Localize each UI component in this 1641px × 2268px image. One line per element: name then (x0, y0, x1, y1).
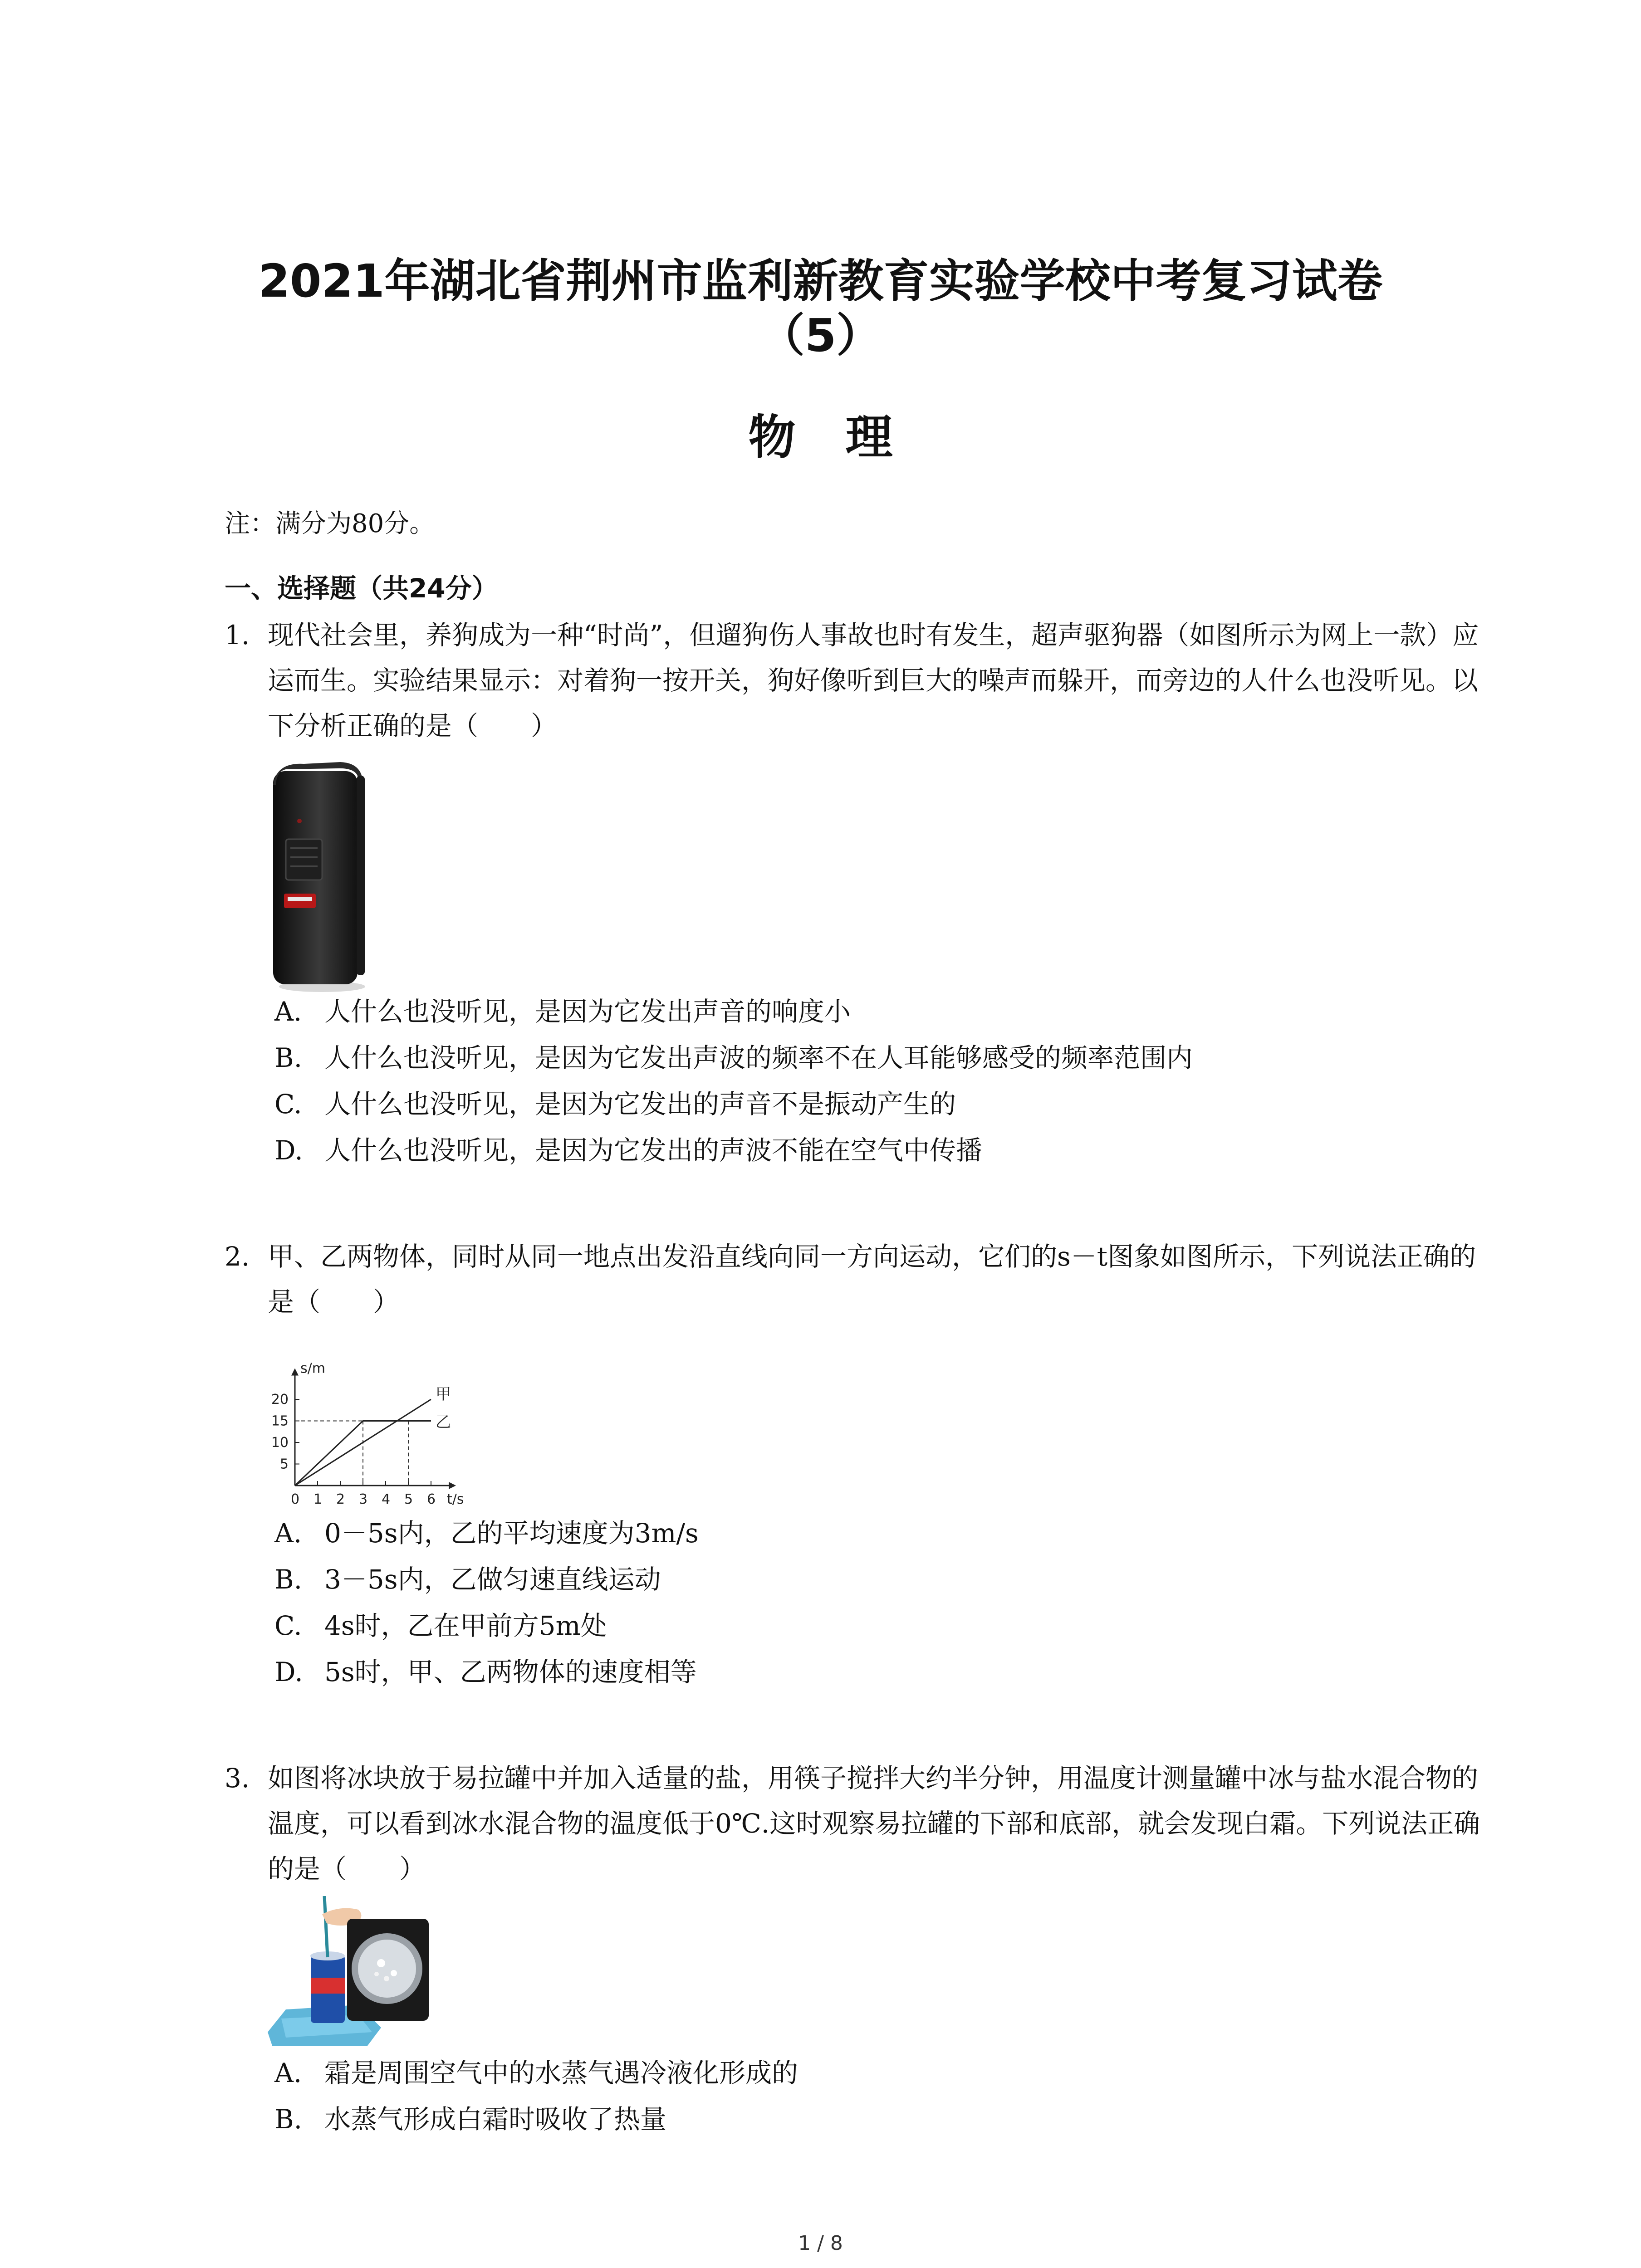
x-tick-label: 3 (359, 1491, 368, 1507)
option-D[interactable] (274, 1654, 697, 1690)
question-stem: 现代社会里，养狗成为一种“时尚”，但遛狗伤人事故也时有发生，超声驱狗器（如图所示为网上一款）应运而生。实验结果显示：对着狗一按开关，狗好像听到巨大的噪声而躲开，而旁边的人什么也没听见。以下分析正确的是（ ） (268, 620, 1479, 741)
y-tick-label: 15 (271, 1413, 289, 1429)
option-label: D. (274, 1657, 303, 1687)
option-text: 水蒸气形成白霜时吸收了热量 (324, 2104, 667, 2135)
option-text: 5s时，甲、乙两物体的速度相等 (324, 1657, 697, 1687)
option-label: A. (274, 1518, 302, 1549)
option-text: 人什么也没听见，是因为它发出的声波不能在空气中传播 (324, 1135, 983, 1166)
option-label: B. (274, 1042, 303, 1073)
option-label: B. (274, 1564, 303, 1595)
option-text: 人什么也没听见，是因为它发出的声音不是振动产生的 (324, 1089, 956, 1119)
option-A[interactable] (274, 993, 851, 1030)
x-tick-label: 1 (314, 1491, 323, 1507)
option-text: 4s时，乙在甲前方5m处 (324, 1610, 607, 1641)
x-axis-label: t/s (447, 1491, 464, 1507)
x-tick-label: 6 (427, 1491, 436, 1507)
x-tick-label: 4 (382, 1491, 391, 1507)
series-label-1: 甲 (436, 1385, 451, 1403)
y-axis-label: s/m (300, 1360, 325, 1377)
option-B[interactable] (274, 2101, 666, 2137)
question-1 (225, 612, 1502, 748)
option-label: B. (274, 2104, 303, 2135)
s-t-graph (254, 1327, 508, 1519)
option-C[interactable] (274, 1086, 956, 1122)
exam-title-line1: 2021年湖北省荆州市监利新教育实验学校中考复习试卷 (258, 254, 1383, 308)
option-A[interactable] (274, 1515, 699, 1551)
question-number: 1. (225, 620, 250, 650)
ultrasonic-dog-repeller-image (268, 758, 372, 995)
option-C[interactable] (274, 1608, 607, 1644)
x-tick-label: 0 (291, 1491, 300, 1507)
option-text: 霜是周围空气中的水蒸气遇冷液化形成的 (324, 2058, 798, 2088)
exam-title-line2: （5） (759, 309, 882, 362)
y-tick-label: 20 (271, 1392, 289, 1408)
option-B[interactable] (274, 1561, 661, 1598)
option-label: D. (274, 1135, 303, 1166)
exam-subject: 物理 (748, 410, 943, 465)
question-number: 2. (225, 1241, 250, 1272)
question-number: 3. (225, 1763, 250, 1794)
option-label: C. (274, 1610, 302, 1641)
section-heading: 一、选择题（共24分） (225, 573, 498, 604)
option-text: 0－5s内，乙的平均速度为3m/s (324, 1518, 699, 1549)
score-note: 注：满分为80分。 (225, 509, 435, 538)
question-stem: 甲、乙两物体，同时从同一地点出发沿直线向同一方向运动，它们的s－t图象如图所示，下列说法正确的是（ ） (268, 1241, 1476, 1317)
option-D[interactable] (274, 1132, 982, 1168)
x-tick-label: 2 (336, 1491, 345, 1507)
question-2 (225, 1234, 1502, 1325)
option-text: 人什么也没听见，是因为它发出声音的响度小 (324, 996, 851, 1027)
option-text: 人什么也没听见，是因为它发出声波的频率不在人耳能够感受的频率范围内 (324, 1042, 1193, 1073)
series-label-2: 乙 (436, 1413, 451, 1432)
y-tick-label: 5 (279, 1456, 289, 1472)
option-label: A. (274, 996, 302, 1027)
y-tick-label: 10 (271, 1435, 289, 1451)
ice-can-experiment-image (268, 1896, 458, 2048)
option-B[interactable] (274, 1040, 1193, 1076)
option-text: 3－5s内，乙做匀速直线运动 (324, 1564, 661, 1595)
option-label: C. (274, 1089, 302, 1119)
question-3 (225, 1755, 1502, 1892)
x-axis-arrow (449, 1482, 456, 1489)
page-number: 1 / 8 (798, 2232, 843, 2255)
s-t-graph-svg (254, 1327, 508, 1517)
x-tick-label: 5 (404, 1491, 413, 1507)
question-stem: 如图将冰块放于易拉罐中并加入适量的盐，用筷子搅拌大约半分钟，用温度计测量罐中冰与盐水混合物的温度，可以看到冰水混合物的温度低于0℃.这时观察易拉罐的下部和底部，就会发现白霜。下列说法正确的是（ ） (268, 1763, 1480, 1884)
option-A[interactable] (274, 2055, 798, 2091)
option-label: A. (274, 2058, 302, 2088)
y-axis-arrow (291, 1369, 299, 1376)
